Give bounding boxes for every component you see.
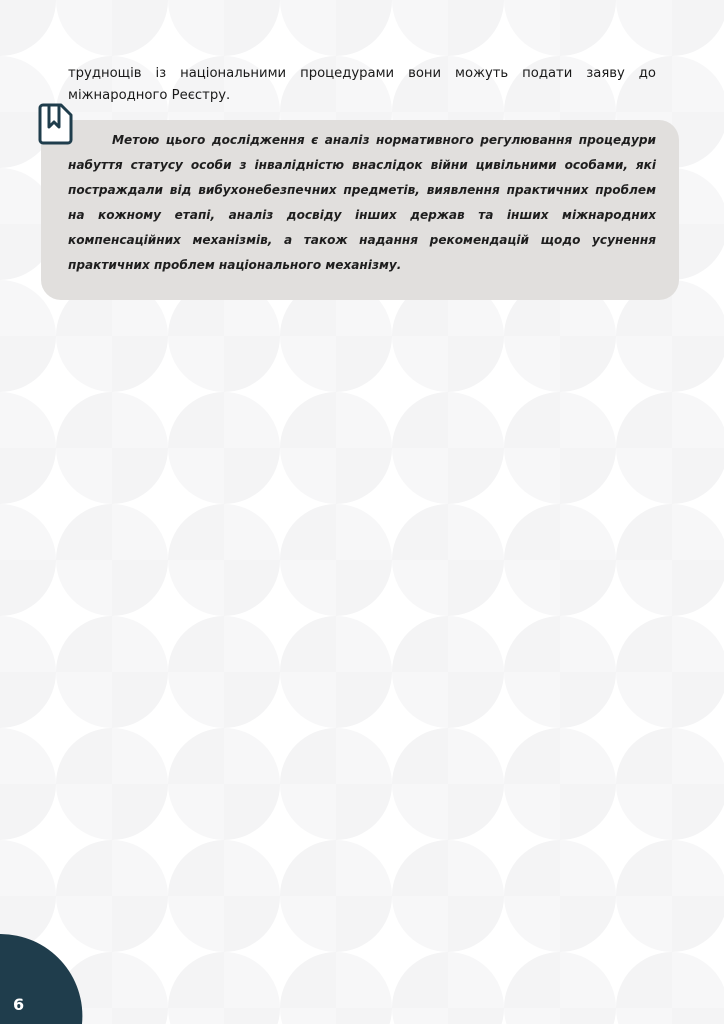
intro-paragraph: труднощів із національними процедурами вони можуть подати заяву до міжнародного Реєстру. — [68, 66, 656, 103]
callout-text: Метою цього дослідження є аналіз нормативного регулювання процедури набуття статусу особи з інвалідністю внаслідок війни цивільними особами, які постраждали від вибухонебезпечних предметів, виявлення практичних проблем на кожному етапі, аналіз досвіду інших держав та інших міжнародних компенсаційних механізмів, а також надання рекомендацій щодо усунення практичних проблем національного механізму. — [68, 133, 656, 272]
page-number: 6 — [13, 995, 25, 1014]
